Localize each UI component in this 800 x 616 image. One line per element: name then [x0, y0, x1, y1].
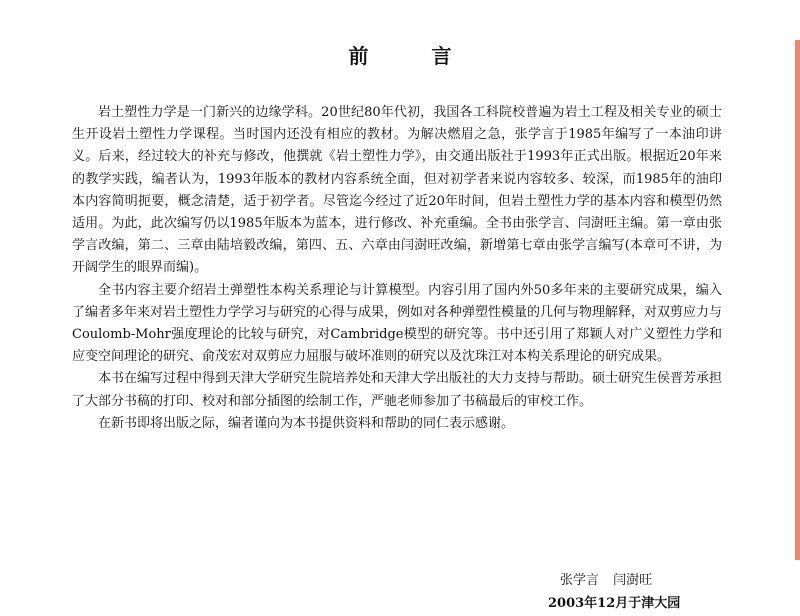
signature-date: 2003年12月于津大园 [548, 596, 681, 611]
paragraph: 本书在编写过程中得到天津大学研究生院培养处和天津大学出版社的大力支持与帮助。硕士研究生侯晋芳承担了大部分书稿的打印、校对和部分插图的绘制工作，严驰老师参加了书稿最后的审校工作。 [72, 371, 723, 409]
preface-body [72, 102, 722, 435]
signature-authors: 张学言 闫澍旺 [560, 573, 653, 588]
paragraph: 在新书即将出版之际，编者谨向为本书提供资料和帮助的同仁表示感谢。 [98, 415, 515, 431]
paragraph: 全书内容主要介绍岩土弹塑性本构关系理论与计算模型。内容引用了国内外50多年来的主要研究成果，编入了编者多年来对岩土塑性力学学习与研究的心得与成果，例如对各种弹塑性模量的几何与物理解释，对双剪应力与Coulomb-Mohr强度理论的比较与研究，对Cambridge模型的研究等。书中还引用了郑颖人对广义塑性力学和应变空间理论的研究、俞茂宏对双剪应力屈服与破坏准则的研究以及沈珠江对本构关系理论的研究成果。 [72, 282, 723, 365]
paragraph: 岩土塑性力学是一门新兴的边缘学科。20世纪80年代初，我国各工科院校普遍为岩土工程及相关专业的硕士生开设岩土塑性力学课程。当时国内还没有相应的教材。为解决燃眉之急，张学言于1985年编写了一本油印讲义。后来，经过较大的补充与修改，他撰就《岩土塑性力学》，由交通出版社于1993年正式出版。根据近20年来的教学实践，编者认为，1993年版本的教材内容系统全面，但对初学者来说内容较多、较深，而1985年的油印本内容简明扼要，概念清楚，适于初学者。尽管迄今经过了近20年时间，但岩土塑性力学的基本内容和模型仍然适用。为此，此次编写仍以1985年版本为蓝本，进行修改、补充重编。全书由张学言、闫澍旺主编。第一章由张学言改编，第二、三章由陆培毅改编，第四、五、六章由闫澍旺改编，新增第七章由张学言编写(本章可不讲，为开阔学生的眼界而编)。 [72, 105, 722, 276]
page-edge-marker [795, 40, 800, 560]
page-title: 前 言 [348, 44, 480, 68]
